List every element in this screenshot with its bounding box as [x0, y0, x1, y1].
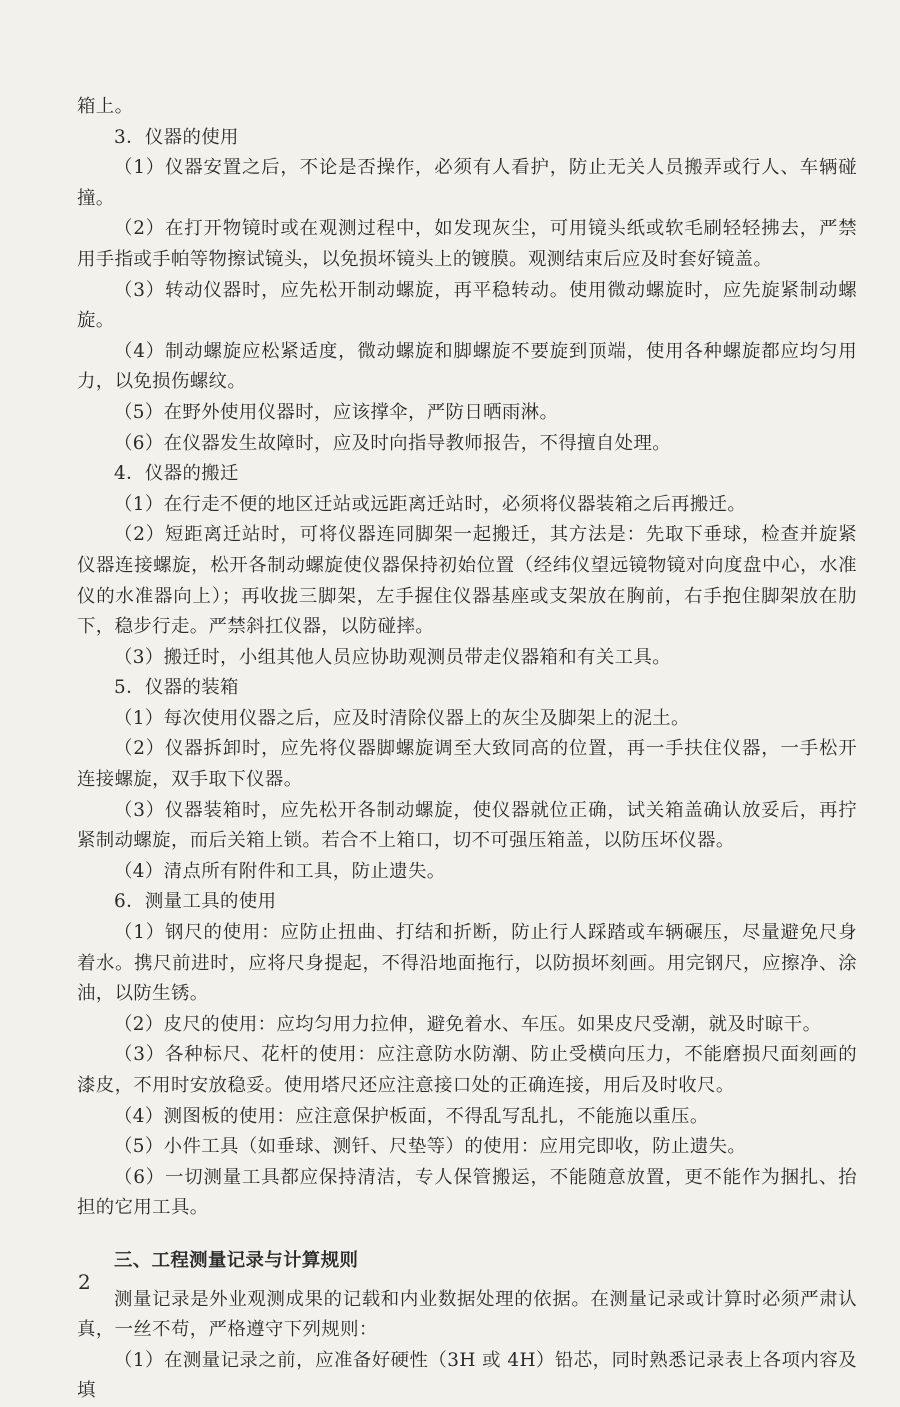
paragraph: （1）每次使用仪器之后，应及时清除仪器上的灰尘及脚架上的泥土。 [114, 707, 690, 729]
paragraph: （6）一切测量工具都应保持清洁，专人保管搬运，不能随意放置，更不能作为捆扎、抬担的它用工具。 [77, 1166, 857, 1219]
section-heading-instrument-relocation: 4．仪器的搬迁 [114, 463, 239, 485]
page-content [77, 92, 857, 1407]
paragraph: （4）清点所有附件和工具，防止遗失。 [114, 860, 446, 882]
paragraph: 测量记录是外业观测成果的记载和内业数据处理的依据。在测量记录或计算时必须严肃认真，一丝不苟，严格遵守下列规则： [77, 1288, 857, 1341]
paragraph: （6）在仪器发生故障时，应及时向指导教师报告，不得擅自处理。 [114, 432, 672, 454]
paragraph: （3）各种标尺、花杆的使用：应注意防水防潮、防止受横向压力，不能磨损尺面刻画的漆皮，不用时安放稳妥。使用塔尺还应注意接口处的正确连接，用后及时收尺。 [77, 1044, 857, 1096]
chapter-heading-recording-rules: 三、工程测量记录与计算规则 [114, 1249, 359, 1271]
paragraph: （3）仪器装箱时，应先松开各制动螺旋，使仪器就位正确，试关箱盖确认放妥后，再拧紧制动螺旋，而后关箱上锁。若合不上箱口，切不可强压箱盖，以防压坏仪器。 [77, 799, 857, 852]
continuation-text: 箱上。 [77, 96, 134, 117]
paragraph: （4）制动螺旋应松紧适度，微动螺旋和脚螺旋不要旋到顶端，使用各种螺旋都应均匀用力，以免损伤螺纹。 [77, 340, 857, 393]
paragraph: （4）测图板的使用：应注意保护板面，不得乱写乱扎，不能施以重压。 [114, 1105, 709, 1127]
paragraph: （5）在野外使用仪器时，应该撑伞，严防日晒雨淋。 [114, 401, 559, 423]
page-number: 2 [78, 1270, 91, 1294]
paragraph: （2）仪器拆卸时，应先将仪器脚螺旋调至大致同高的位置，再一手扶住仪器，一手松开连接螺旋，双手取下仪器。 [77, 738, 857, 791]
paragraph: （1）仪器安置之后，不论是否操作，必须有人看护，防止无关人员搬弄或行人、车辆碰撞。 [77, 157, 857, 209]
section-heading-instrument-use: 3．仪器的使用 [114, 126, 239, 148]
paragraph: （1）钢尺的使用：应防止扭曲、打结和折断，防止行人踩踏或车辆碾压，尽量避免尺身着水。携尺前进时，应将尺身提起，不得沿地面拖行，以防损坏刻画。用完钢尺，应擦净、涂油，以防生锈。 [77, 922, 857, 1005]
paragraph: （3）搬迁时，小组其他人员应协助观测员带走仪器箱和有关工具。 [114, 646, 672, 668]
paragraph: （1）在测量记录之前，应准备好硬性（3H 或 4H）铅芯，同时熟悉记录表上各项内容及填 [77, 1349, 857, 1402]
paragraph: （1）在行走不便的地区迁站或远距离迁站时，必须将仪器装箱之后再搬迁。 [114, 493, 747, 515]
paragraph: （2）皮尺的使用：应均匀用力拉伸，避免着水、车压。如果皮尺受潮，就及时晾干。 [114, 1013, 822, 1035]
section-heading-instrument-packing: 5．仪器的装箱 [114, 677, 239, 699]
paragraph: （2）在打开物镜时或在观测过程中，如发现灰尘，可用镜头纸或软毛刷轻轻拂去，严禁用手指或手帕等物擦试镜头，以免损坏镜头上的镀膜。观测结束后应及时套好镜盖。 [77, 218, 857, 270]
paragraph: （3）转动仪器时，应先松开制动螺旋，再平稳转动。使用微动螺旋时，应先旋紧制动螺旋。 [77, 279, 857, 332]
section-heading-tool-use: 6．测量工具的使用 [114, 891, 277, 913]
paragraph: （2）短距离迁站时，可将仪器连同脚架一起搬迁，其方法是：先取下垂球，检查并旋紧仪器连接螺旋，松开各制动螺旋使仪器保持初始位置（经纬仪望远镜物镜对向度盘中心，水准仪的水准器向上）；再收拢三脚架，左手握住仪器基座或支架放在胸前，右手抱住脚架放在肋下，稳步行走。严禁斜扛仪器，以防碰摔。 [77, 524, 857, 638]
paragraph: （5）小件工具（如垂球、测钎、尺垫等）的使用：应用完即收，防止遗失。 [114, 1136, 747, 1158]
